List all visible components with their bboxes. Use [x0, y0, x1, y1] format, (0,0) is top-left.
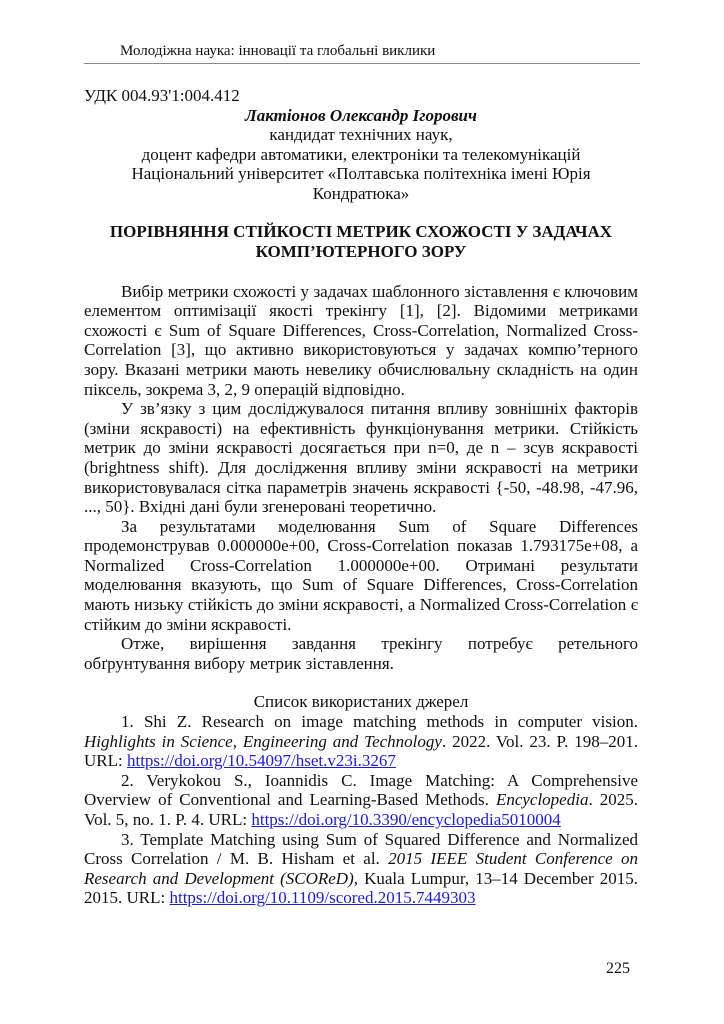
- reference-text: 2. Verykokou S., Ioannidis C. Image Matching: A Comprehensive Overview of Conventional and Learning-Based Methods.: [84, 770, 638, 810]
- reference-journal: Encyclopedia: [495, 790, 589, 810]
- paragraph-intro: Вибір метрики схожості у задачах шаблонного зіставлення є ключовим елементом оптимізації якості трекінгу [1], [2]. Відомими метриками схожості є Sum of Square Differences, Cross-Correlation, Normalized Cross-Correlation [3], що активно використовуються у задачах компю’терного зору. Вказані метрики мають невелику обчислювальну складність на один піксель, зокрема 3, 2, 9 операцій відповідно.: [84, 281, 638, 399]
- reference-link[interactable]: https://doi.org/10.3390/encyclopedia5010004: [251, 810, 561, 829]
- author-degree: кандидат технічних наук,: [269, 125, 453, 145]
- reference-item-2: [84, 771, 638, 830]
- reference-item-3: [84, 830, 638, 908]
- author-position: доцент кафедри автоматики, електроніки та телекомунікацій: [141, 144, 581, 164]
- title-line2: КОМП’ЮТЕРНОГО ЗОРУ: [255, 241, 467, 261]
- author-name: Лактіонов Олександр Ігорович: [245, 105, 477, 125]
- paragraph-conclusion: Отже, вирішення завдання трекінгу потребує ретельного обґрунтування вибору метрик зіставлення.: [84, 634, 638, 673]
- author-affiliation-line2: Кондратюка»: [312, 183, 410, 203]
- title-line1: ПОРІВНЯННЯ СТІЙКОСТІ МЕТРИК СХОЖОСТІ У ЗАДАЧАХ: [109, 221, 613, 241]
- reference-journal: 2015 IEEE Student Conference on Research and Development (SCOReD): [84, 849, 638, 888]
- reference-details: , Kuala Lumpur, 13–14 December 2015. 2015. URL:: [84, 868, 638, 908]
- running-header-text: Молодіжна наука: інновації та глобальні виклики: [120, 43, 436, 59]
- reference-link[interactable]: https://doi.org/10.1109/scored.2015.7449303: [169, 888, 476, 908]
- paragraph-method: У зв’язку з цим досліджувалося питання впливу зовнішніх факторів (зміни яскравості) на ефективність функціонування метрики. Стійкість метрик до зміни яскравості досягається при n=0, де n – зсув яскравості (brightness shift). Для дослідження впливу зміни яскравості на метрики використовувалася сітка параметрів значень яскравості {-50, -48.98, -47.96, ..., 50}. Вхідні дані були згенеровані теоретично.: [84, 399, 638, 517]
- reference-text: 1. Shi Z. Research on image matching methods in computer vision.: [121, 712, 638, 732]
- author-affiliation-line1: Національний університет «Полтавська політехніка імені Юрія: [131, 164, 591, 184]
- reference-text: 3. Template Matching using Sum of Squared Difference and Normalized Cross Correlation / M. B. Hisham et al.: [84, 829, 638, 869]
- reference-details: . 2025. Vol. 5, no. 1. P. 4. URL:: [84, 790, 638, 829]
- author-block: [84, 106, 638, 204]
- running-header: [84, 40, 640, 64]
- reference-details: . 2022. Vol. 23. P. 198–201. URL:: [84, 731, 638, 771]
- udc-code: УДК 004.93'1:004.412: [84, 86, 240, 105]
- reference-journal: Highlights in Science, Engineering and Technology: [84, 731, 442, 751]
- reference-link[interactable]: https://doi.org/10.54097/hset.v23i.3267: [126, 751, 396, 771]
- article-title: [84, 222, 638, 262]
- page-number: 225: [606, 960, 630, 977]
- reference-item-1: [84, 712, 638, 771]
- article-body: [84, 86, 638, 908]
- references-heading: Список використаних джерел: [253, 692, 469, 712]
- paragraph-results: За результатами моделювання Sum of Square Differences продемонстрував 0.000000e+00, Cross-Correlation показав 1.793175e+08, а Normalized Cross-Correlation 1.000000e+00. Отримані результати моделювання вказують, що Sum of Square Differences, Cross-Correlation мають низьку стійкість до зміни яскравості, а Normalized Cross-Correlation є стійким до зміни яскравості.: [84, 516, 638, 634]
